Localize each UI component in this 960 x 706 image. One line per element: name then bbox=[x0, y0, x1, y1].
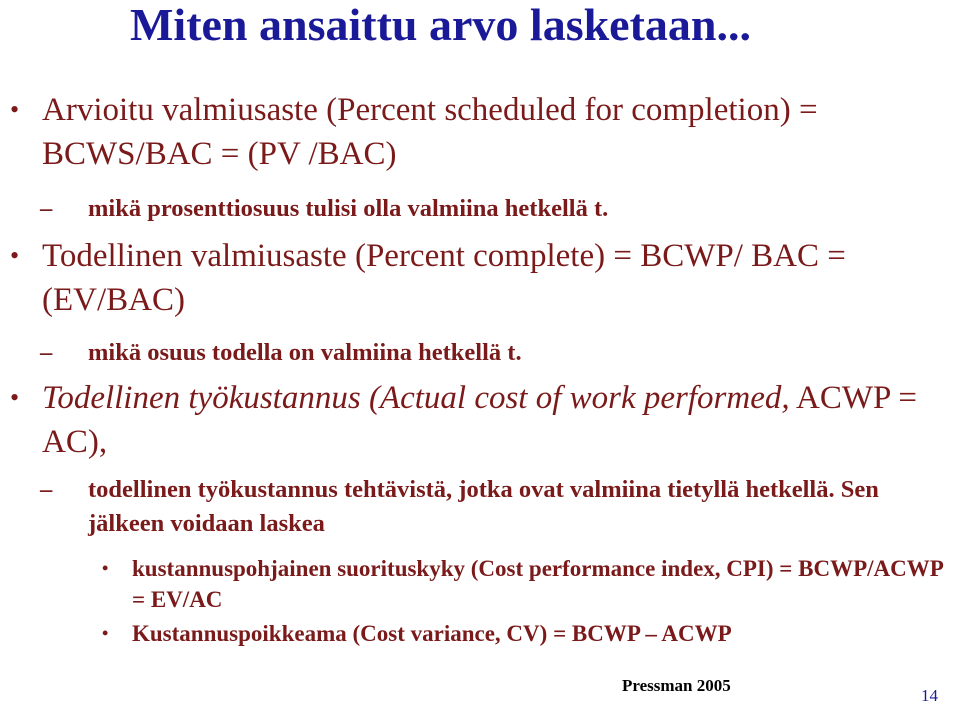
bullet-marker: • bbox=[102, 558, 109, 578]
bullet-3 bbox=[10, 376, 942, 464]
bullet-3-subsub-2-text: Kustannuspoikkeama (Cost variance, CV) = BCWP – ACWP bbox=[132, 621, 732, 646]
footer-source: Pressman 2005 bbox=[622, 676, 731, 695]
slide-title: Miten ansaittu arvo lasketaan... bbox=[130, 0, 751, 50]
bullet-2-sub bbox=[40, 336, 928, 370]
bullet-marker: • bbox=[10, 241, 20, 270]
page-number: 14 bbox=[921, 686, 938, 705]
bullet-3-subsub-1 bbox=[102, 553, 960, 615]
bullet-2 bbox=[10, 234, 942, 322]
bullet-3-subsub-1-text: kustannuspohjainen suorituskyky (Cost performance index, CPI) = BCWP/ACWP = EV/AC bbox=[132, 556, 943, 612]
dash-marker: – bbox=[40, 476, 53, 503]
bullet-2-text: Todellinen valmiusaste (Percent complete) = BCWP/ BAC = (EV/BAC) bbox=[42, 238, 846, 318]
dash-marker: – bbox=[40, 195, 53, 222]
dash-marker: – bbox=[40, 339, 53, 366]
bullet-1-sub-text: mikä prosenttiosuus tulisi olla valmiina hetkellä t. bbox=[88, 195, 609, 222]
bullet-marker: • bbox=[10, 95, 20, 124]
bullet-1-sub bbox=[40, 192, 928, 226]
bullet-3-sub-text: todellinen työkustannus tehtävistä, jotka ovat valmiina tietyllä hetkellä. Sen jälkeen voidaan laskea bbox=[88, 476, 879, 537]
bullet-marker: • bbox=[102, 623, 109, 643]
bullet-3-text-rest: ACWP = AC), bbox=[42, 380, 918, 460]
bullet-1 bbox=[10, 88, 942, 176]
bullet-3-sub bbox=[40, 473, 928, 541]
bullet-3-subsub-2 bbox=[102, 618, 960, 649]
bullet-3-text-italic: Todellinen työkustannus (Actual cost of work performed, bbox=[42, 380, 790, 416]
bullet-2-sub-text: mikä osuus todella on valmiina hetkellä t. bbox=[88, 339, 522, 366]
bullet-marker: • bbox=[10, 383, 20, 412]
bullet-1-text: Arvioitu valmiusaste (Percent scheduled for completion) = BCWS/BAC = (PV /BAC) bbox=[42, 92, 818, 172]
